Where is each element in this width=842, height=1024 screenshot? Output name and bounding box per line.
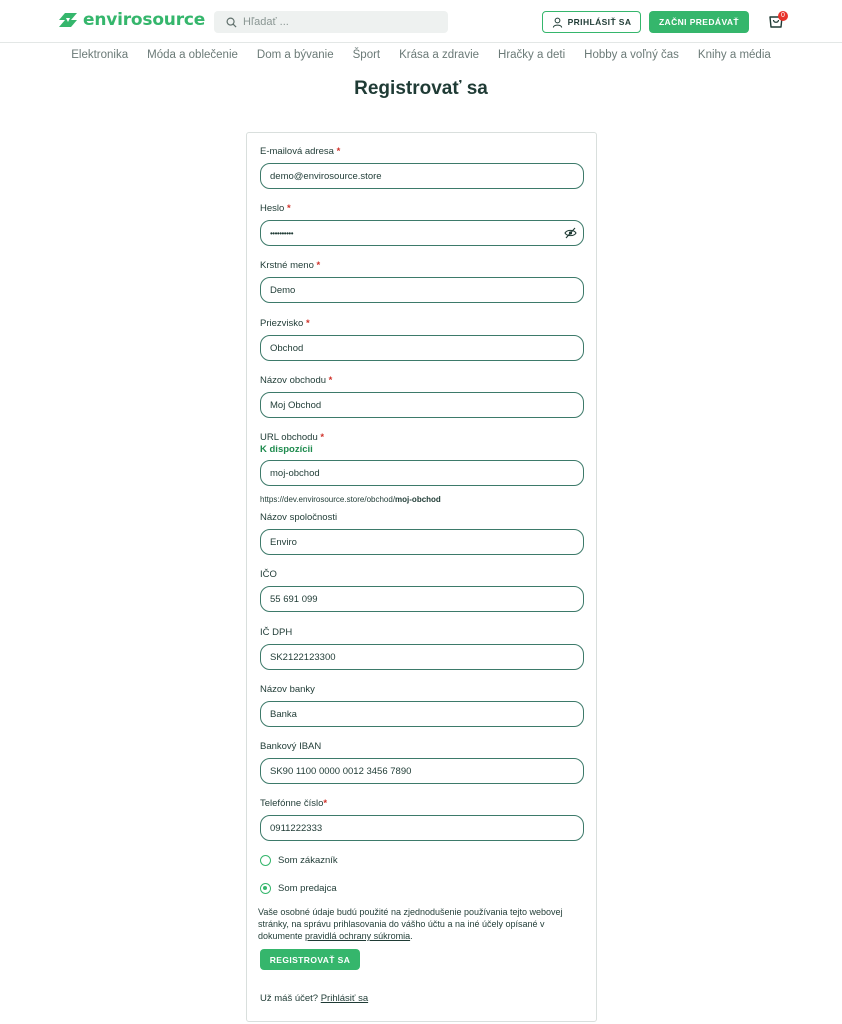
shop-url-field[interactable] — [260, 460, 584, 486]
eye-off-icon[interactable] — [564, 227, 577, 239]
password-field[interactable] — [260, 220, 584, 246]
password-label: Heslo * — [260, 203, 291, 214]
radio-customer[interactable] — [260, 855, 338, 866]
first-name-input[interactable] — [270, 285, 550, 296]
email-label: E-mailová adresa * — [260, 146, 341, 157]
ico-label: IČO — [260, 569, 277, 580]
radio-customer-label: Som zákazník — [278, 855, 338, 866]
nav-item-elektronika[interactable]: Elektronika — [71, 49, 129, 61]
search-icon — [226, 17, 237, 28]
last-name-field[interactable] — [260, 335, 584, 361]
start-selling-label: ZAČNI PREDÁVAŤ — [658, 17, 740, 27]
phone-field[interactable] — [260, 815, 584, 841]
ic-dph-input[interactable] — [270, 652, 550, 663]
shop-url-preview: https://dev.envirosource.store/obchod/moj-obchod — [260, 495, 441, 504]
company-input[interactable] — [270, 537, 550, 548]
site-header — [0, 0, 842, 43]
email-field[interactable] — [260, 163, 584, 189]
last-name-input[interactable] — [270, 343, 550, 354]
ic-dph-label: IČ DPH — [260, 627, 293, 638]
have-account-text: Už máš účet? Prihlásiť sa — [260, 993, 369, 1004]
login-button[interactable] — [542, 11, 641, 33]
password-value: •••••••••• — [270, 228, 294, 238]
ico-field[interactable] — [260, 586, 584, 612]
iban-field[interactable] — [260, 758, 584, 784]
start-selling-button[interactable] — [649, 11, 749, 33]
iban-input[interactable] — [270, 766, 550, 777]
category-nav — [0, 43, 842, 67]
ico-input[interactable] — [270, 594, 550, 605]
logo-text: envirosource — [83, 10, 206, 30]
bank-name-input[interactable] — [270, 709, 550, 720]
login-button-label: PRIHLÁSIŤ SA — [567, 17, 632, 27]
phone-label: Telefónne číslo* — [260, 798, 328, 809]
privacy-notice: Vaše osobné údaje budú použité na zjednodušenie používania tejto webovej stránky, na správu prihlasovania do vášho účtu a na iné účely opísané v dokumente pravidlá ochrany súkromia. — [258, 907, 563, 941]
company-field[interactable] — [260, 529, 584, 555]
company-label: Názov spoločnosti — [260, 512, 338, 523]
shop-url-availability: K dispozícii — [260, 444, 313, 455]
envirosource-logo-icon — [57, 10, 79, 30]
nav-item-hracky[interactable]: Hračky a deti — [498, 49, 566, 61]
email-input[interactable] — [270, 171, 550, 182]
user-icon — [552, 17, 563, 28]
registration-form — [246, 132, 597, 1022]
phone-input[interactable] — [270, 823, 550, 834]
radio-seller[interactable] — [260, 883, 337, 894]
shop-name-label: Názov obchodu * — [260, 375, 333, 386]
nav-item-krasa[interactable]: Krása a zdravie — [399, 49, 480, 61]
first-name-field[interactable] — [260, 277, 584, 303]
shop-url-input[interactable] — [270, 468, 550, 479]
last-name-label: Priezvisko * — [260, 318, 310, 329]
nav-item-moda[interactable]: Móda a oblečenie — [147, 49, 238, 61]
register-button-label: REGISTROVAŤ SA — [269, 954, 351, 965]
ic-dph-field[interactable] — [260, 644, 584, 670]
search-bar[interactable] — [214, 11, 448, 33]
nav-item-hobby[interactable]: Hobby a voľný čas — [584, 49, 679, 61]
bank-name-label: Názov banky — [260, 684, 315, 695]
site-logo[interactable] — [57, 10, 205, 30]
nav-item-knihy[interactable]: Knihy a média — [697, 49, 771, 61]
search-input[interactable] — [243, 16, 433, 28]
shop-name-input[interactable] — [270, 400, 550, 411]
radio-seller-circle[interactable] — [260, 883, 271, 894]
privacy-policy-link[interactable]: pravidlá ochrany súkromia — [305, 931, 411, 941]
nav-item-dom[interactable]: Dom a bývanie — [256, 49, 334, 61]
login-link[interactable]: Prihlásiť sa — [320, 993, 369, 1004]
register-button[interactable] — [260, 949, 360, 970]
first-name-label: Krstné meno * — [260, 260, 321, 271]
shop-name-field[interactable] — [260, 392, 584, 418]
nav-item-sport[interactable]: Šport — [352, 49, 381, 61]
iban-label: Bankový IBAN — [260, 741, 322, 752]
bank-name-field[interactable] — [260, 701, 584, 727]
page-title: Registrovať sa — [354, 78, 488, 99]
radio-customer-circle[interactable] — [260, 855, 271, 866]
cart-count-badge: 0 — [778, 11, 788, 21]
shop-url-label: URL obchodu * — [260, 432, 325, 443]
radio-seller-label: Som predajca — [278, 883, 337, 894]
